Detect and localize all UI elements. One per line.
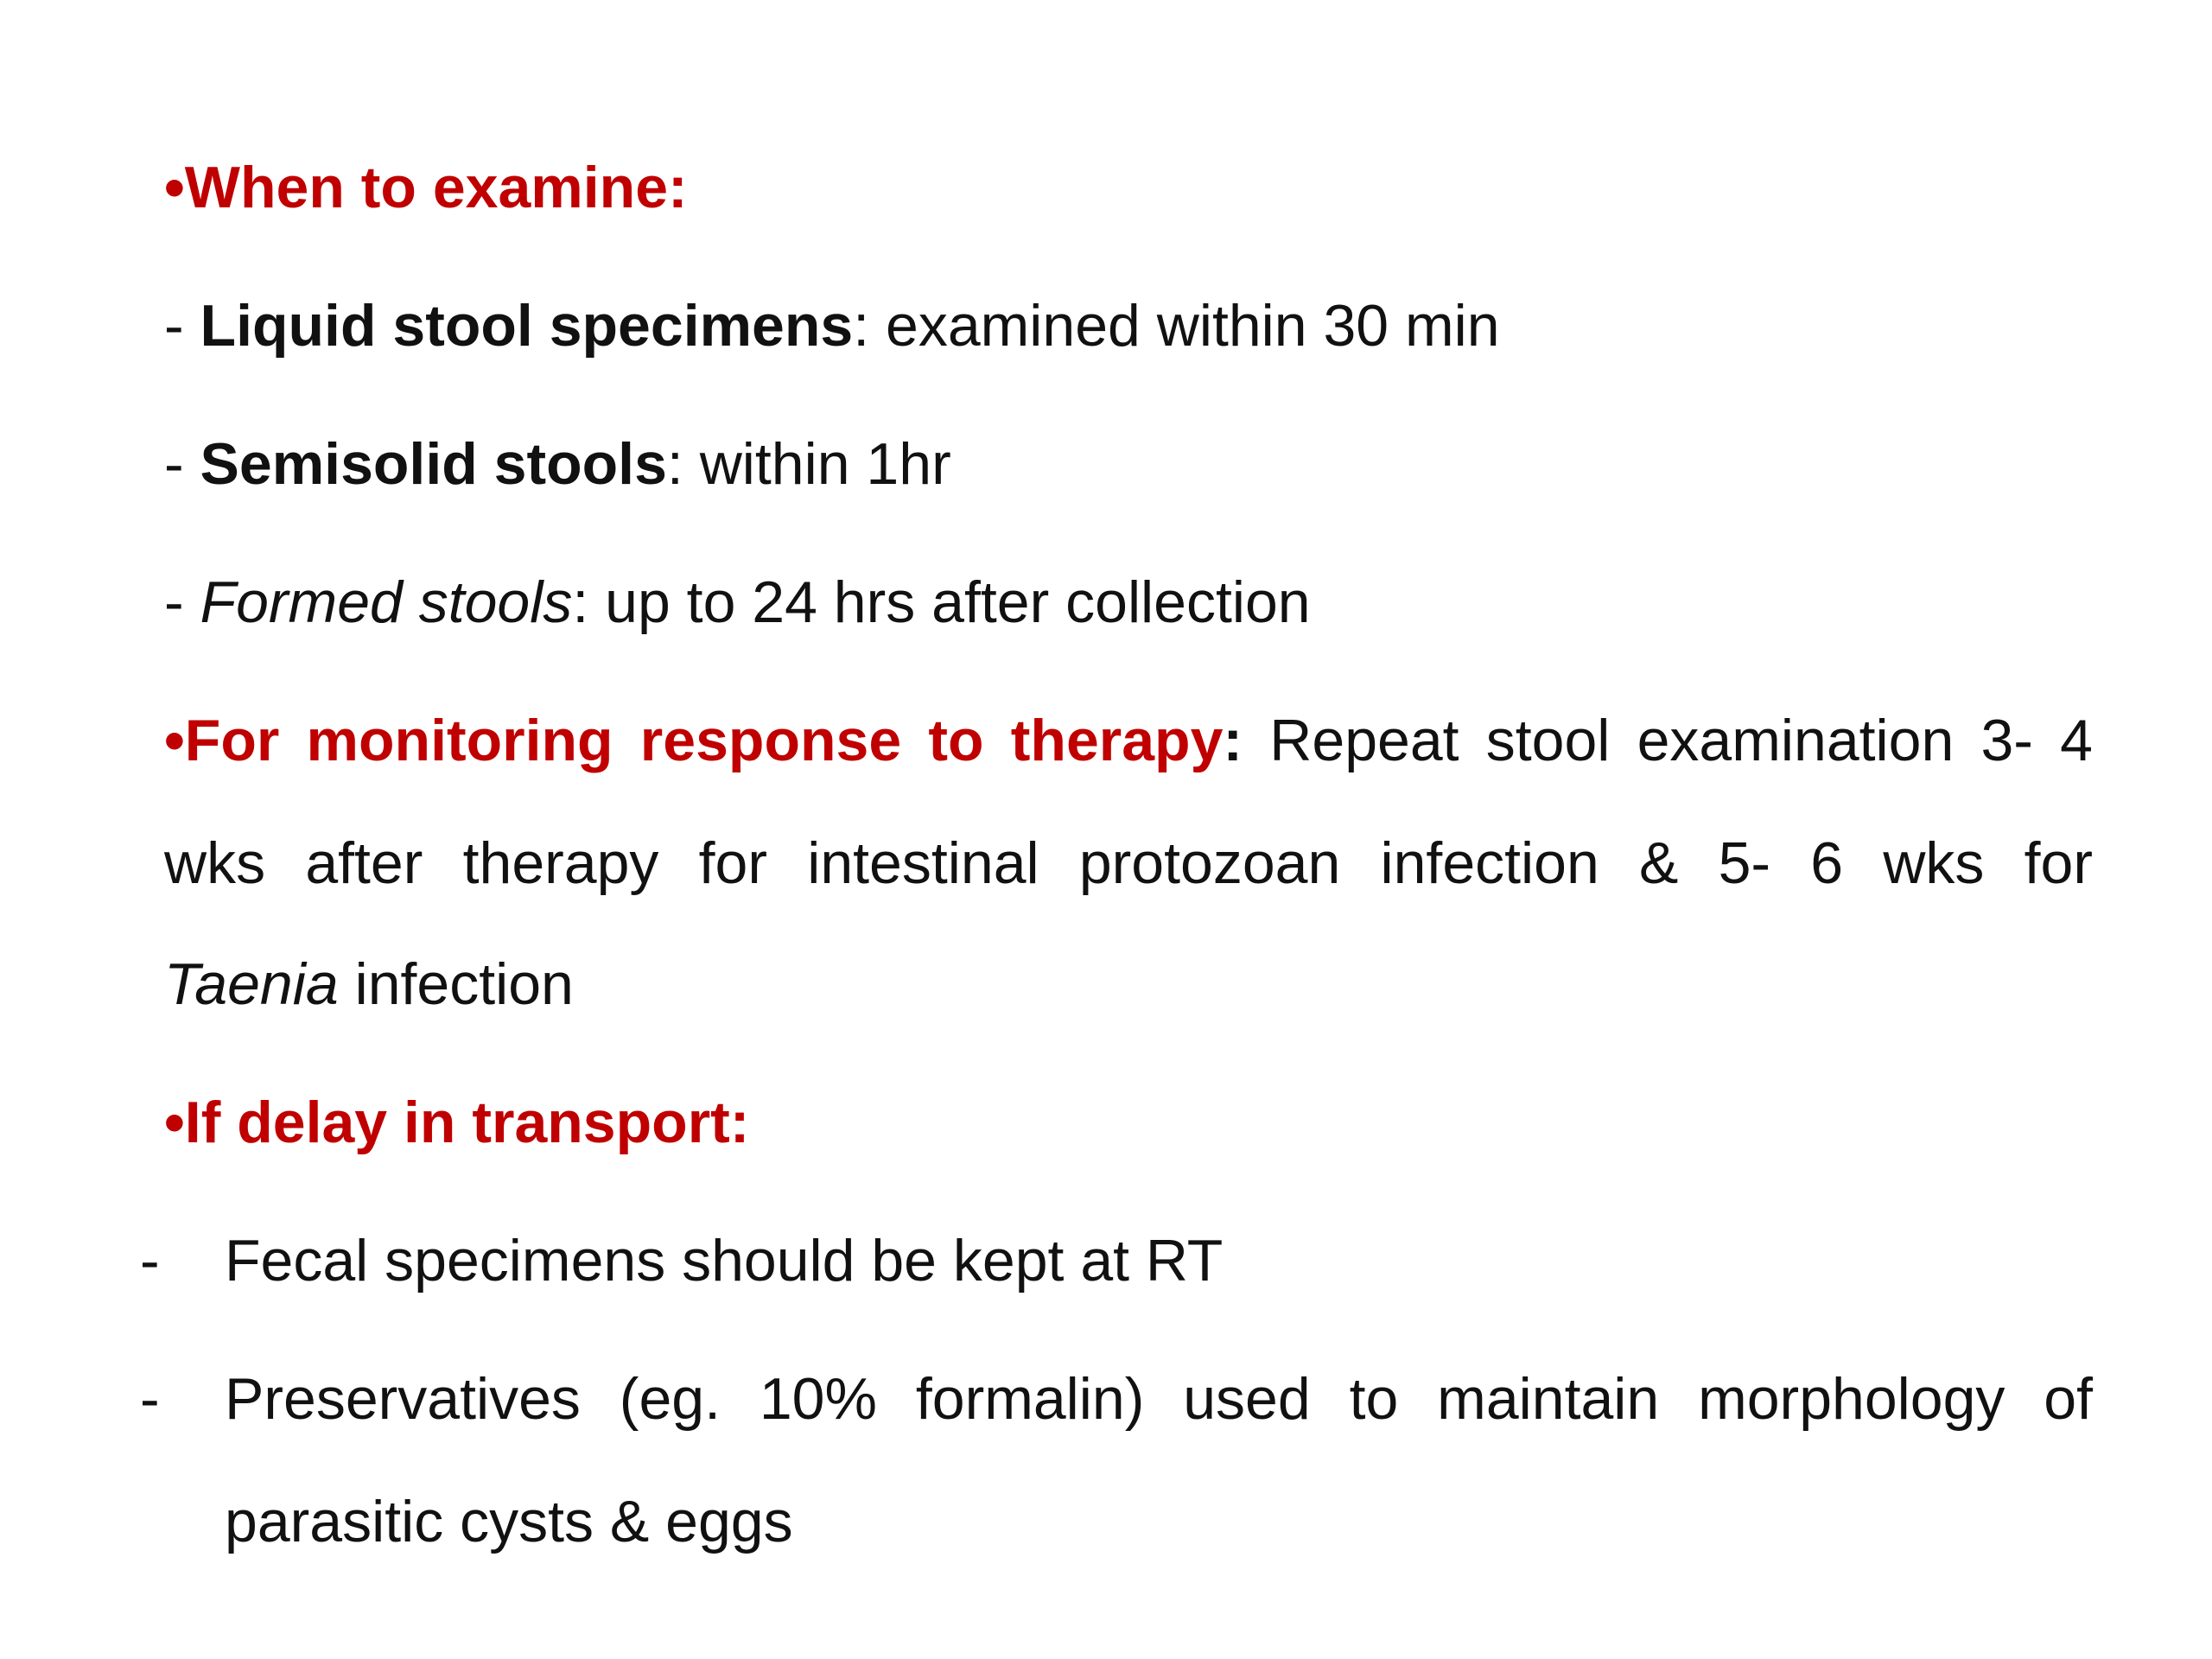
monitoring-text-1: Repeat stool examination 3- 4 [1243,708,2093,773]
item-text: Fecal specimens should be kept at RT [225,1228,1224,1294]
item-text: parasitic cysts & eggs [225,1489,793,1554]
monitoring-line-1 [164,706,2093,775]
item-term: Liquid stool specimens [200,293,854,359]
heading-text: •If delay in transport: [164,1090,750,1155]
item-text: : examined within 30 min [853,293,1500,359]
when-to-examine-heading [164,153,688,222]
item-prefix: - [164,431,200,497]
semisolid-stool-item [164,429,951,499]
item-term: Formed stools [200,569,573,635]
item-text: : up to 24 hrs after collection [572,569,1311,635]
delay-item-1 [225,1226,1223,1295]
item-prefix: - [164,293,200,359]
delay-item-1-dash [140,1226,160,1295]
item-text: : within 1hr [666,431,951,497]
monitoring-line-2 [164,829,2093,898]
delay-item-2-line-1 [225,1364,2093,1433]
item-text: Preservatives (eg. 10% formalin) used to maintain morphology of [225,1366,2093,1432]
taenia-term: Taenia [164,951,339,1017]
delay-item-2-dash [140,1364,160,1433]
formed-stool-item [164,568,1311,637]
item-prefix: - [164,569,200,635]
delay-item-2-line-2 [225,1487,793,1556]
monitoring-text-3: infection [338,951,574,1017]
monitoring-text-2: wks after therapy for intestinal protozoan infection & 5- 6 wks for [164,830,2093,896]
heading-text: •When to examine: [164,155,688,220]
dash: - [140,1228,160,1294]
item-term: Semisolid stools [200,431,667,497]
dash: - [140,1366,160,1432]
delay-heading [164,1088,749,1157]
monitoring-colon: : [1223,708,1243,773]
monitoring-heading: •For monitoring response to therapy [164,708,1224,773]
monitoring-line-3 [164,950,574,1019]
liquid-stool-item [164,291,1500,360]
